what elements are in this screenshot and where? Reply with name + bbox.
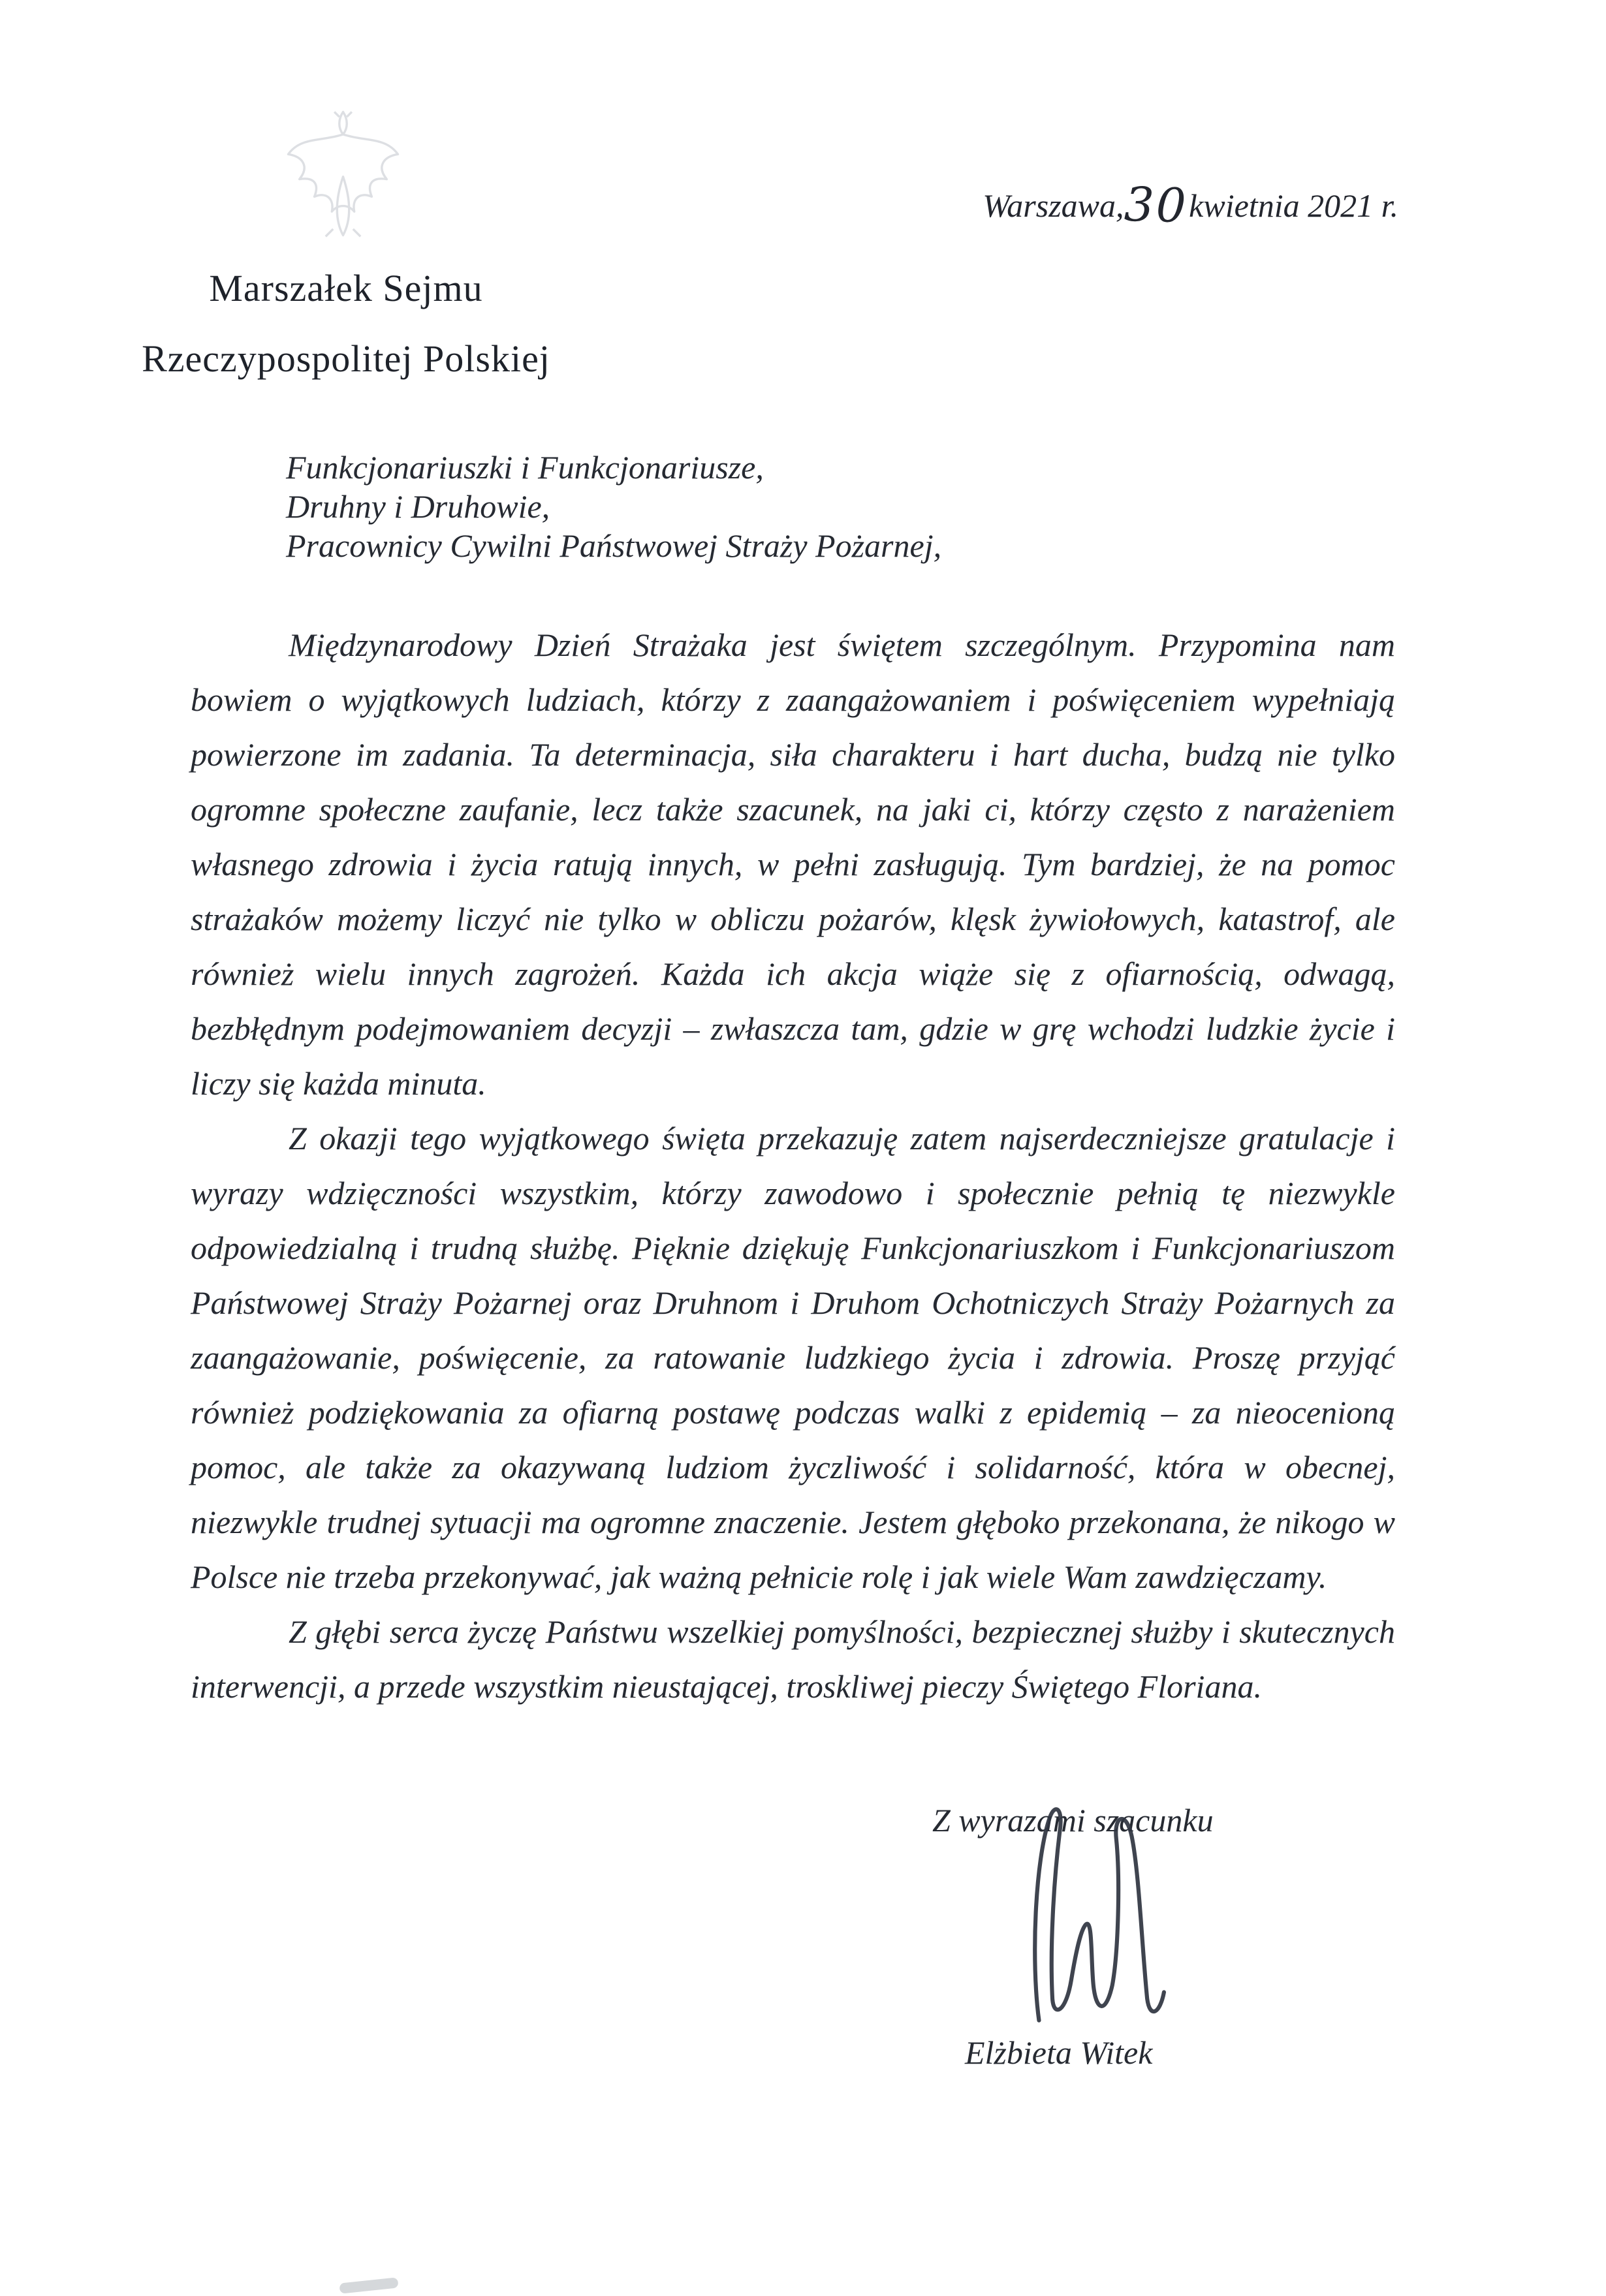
addressee-line2: Druhny i Druhowie, [286,488,550,525]
body-paragraph-3: Z głębi serca życzę Państwu wszelkiej pomyślności, bezpiecznej służby i skutecznych interwencji, a przede wszystkim nieustającej, troskliwej pieczy Świętego Floriana. [191,1613,1395,1705]
dateline-place: Warszawa, [983,187,1124,224]
signer-name: Elżbieta Witek [965,2034,1153,2071]
addressee-line3: Pracownicy Cywilni Państwowej Straży Pożarnej, [286,527,942,564]
handwritten-signature-icon [1005,1799,1188,2027]
closing-phrase: Z wyrazami szacunku [932,1802,1214,1838]
scan-artifact [339,2277,398,2293]
letter-body [191,617,1395,1714]
sender-title-line1: Marszałek Sejmu [209,267,483,309]
sender-letterhead [131,253,561,394]
dateline-rest: kwietnia 2021 r. [1189,187,1398,224]
polish-eagle-watermark-icon [279,104,407,241]
body-paragraph-2: Z okazji tego wyjątkowego święta przekazuję zatem najserdeczniejsze gratulacje i wyrazy wdzięczności wszystkim, którzy zawodowo i społecznie pełnią tę niezwykle odpowiedzialną i trudną służbę. Pięknie dziękuję Funkcjonariuszkom i Funkcjonariuszom Państwowej Straży Pożarnej oraz Druhnom i Druhom Ochotniczych Straży Pożarnych za zaangażowanie, poświęcenie, za ratowanie ludzkiego życia i zdrowia. Proszę przyjąć również podziękowania za ofiarną postawę podczas walki z epidemią – za nieocenioną pomoc, ale także za okazywaną ludziom życzliwość i solidarność, która w obecnej, niezwykle trudnej sytuacji ma ogromne znaczenie. Jestem głęboko przekonana, że nikogo w Polsce nie trzeba przekonywać, jak ważną pełnicie rolę i jak wiele Wam zawdzięczamy. [191,1120,1395,1595]
body-paragraph-1: Międzynarodowy Dzień Strażaka jest świętem szczególnym. Przypomina nam bowiem o wyjątkowych ludziach, którzy z zaangażowaniem i poświęceniem wypełniają powierzone im zadania. Ta determinacja, siła charakteru i hart ducha, budzą nie tylko ogromne społeczne zaufanie, lecz także szacunek, na jaki ci, którzy często z narażeniem własnego zdrowia i życia ratują innych, w pełni zasługują. Tym bardziej, że na pomoc strażaków możemy liczyć nie tylko w obliczu pożarów, klęsk żywiołowych, katastrof, ale również wielu innych zagrożeń. Każda ich akcja wiąże się z ofiarnością, odwagą, bezbłędnym podejmowaniem decyzji – zwłaszcza tam, gdzie w grę wchodzi ludzkie życie i liczy się każda minuta. [191,627,1395,1102]
handwritten-day: 30 [1123,176,1189,234]
sender-title-line2: Rzeczypospolitej Polskiej [142,337,550,380]
dateline [983,176,1398,234]
addressee-block [286,448,941,565]
addressee-line1: Funkcjonariuszki i Funkcjonariusze, [286,449,764,486]
